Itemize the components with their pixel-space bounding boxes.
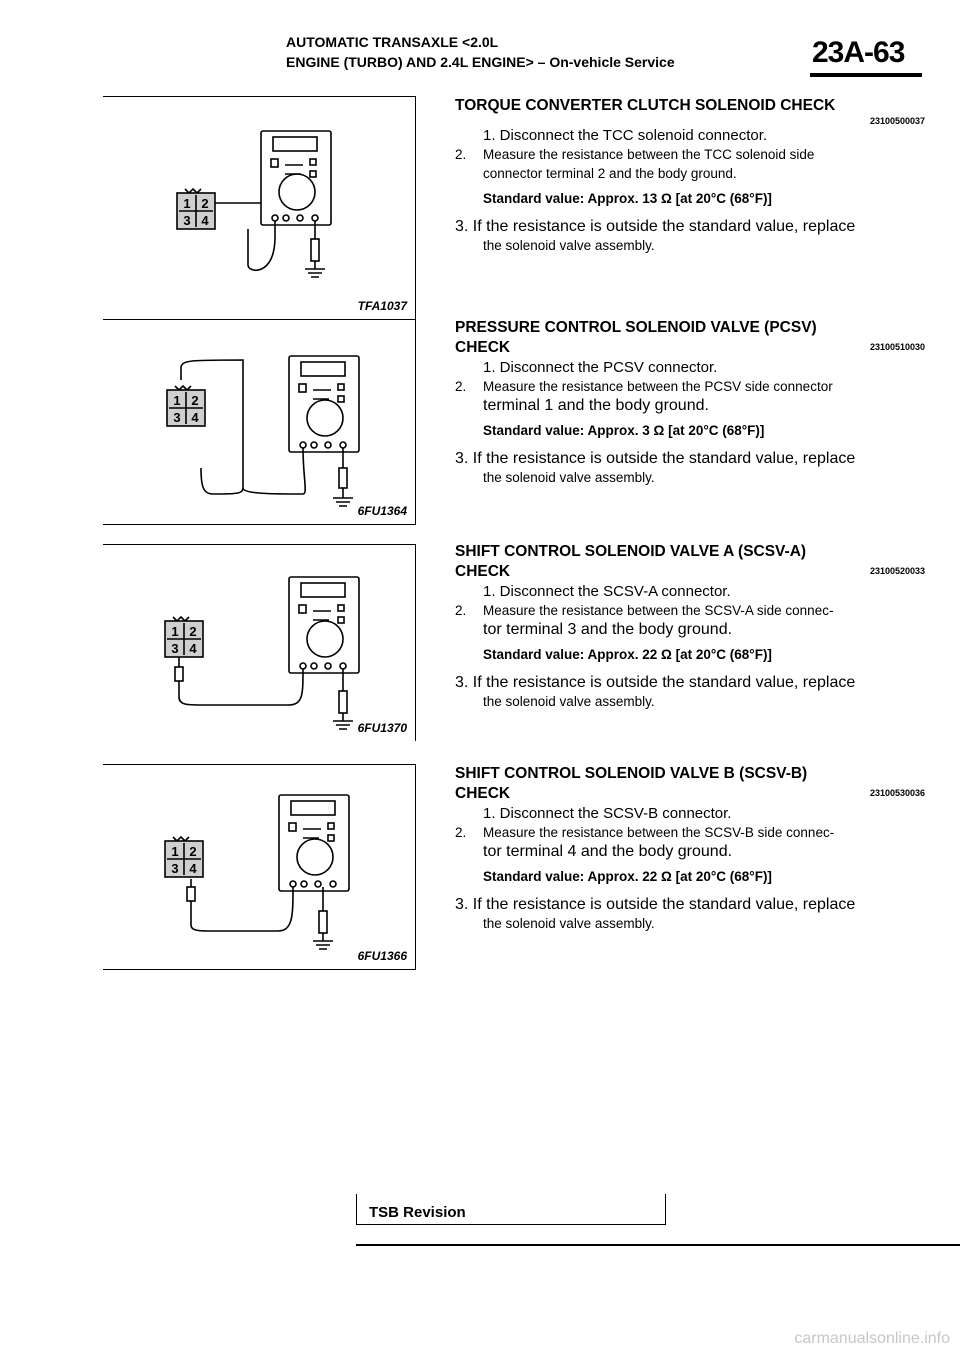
multimeter-diagram [103, 318, 415, 524]
step-3-cont: the solenoid valve assembly. [483, 238, 655, 253]
multimeter-diagram [103, 545, 415, 741]
pin-label: 1 [183, 196, 191, 211]
section-title: SHIFT CONTROL SOLENOID VALVE A (SCSV-A) [455, 543, 807, 560]
section-scsv-a [455, 542, 925, 711]
pin-label: 4 [189, 861, 197, 876]
pin-label: 3 [171, 641, 179, 656]
multimeter-diagram [103, 765, 415, 969]
pin-label: 4 [201, 213, 209, 228]
header-rule [810, 73, 922, 77]
section-code: 23100510030 [869, 342, 925, 352]
step-2: 2. Measure the resistance between the SCSV-B side connec- tor terminal 4 and the body ground. [455, 825, 835, 860]
pin-label: 1 [173, 393, 181, 408]
section-title: TORQUE CONVERTER CLUTCH SOLENOID CHECK [455, 97, 836, 114]
step-3: 3. If the resistance is outside the standard value, replace [455, 896, 856, 913]
multimeter-diagram [103, 97, 415, 319]
standard-value: Standard value: Approx. 3 Ω [at 20°C (68°F)] [483, 423, 765, 438]
figure-pcsv [103, 318, 416, 525]
section-code: 23100500037 [869, 116, 925, 126]
pin-label: 2 [201, 196, 209, 211]
figure-code: 6FU1366 [357, 949, 407, 963]
pin-label: 3 [171, 861, 179, 876]
step-3: 3. If the resistance is outside the standard value, replace [455, 450, 856, 467]
step-3-cont: the solenoid valve assembly. [483, 470, 655, 485]
footer-rule [356, 1244, 960, 1246]
figure-code: TFA1037 [357, 299, 407, 313]
header-line-1: AUTOMATIC TRANSAXLE <2.0L [286, 34, 499, 50]
step-3-cont: the solenoid valve assembly. [483, 916, 655, 931]
section-tcc [455, 96, 925, 255]
section-title: SHIFT CONTROL SOLENOID VALVE B (SCSV-B) [455, 765, 808, 782]
header-line-2: ENGINE (TURBO) AND 2.4L ENGINE> – On-vehicle Service [286, 54, 675, 70]
pin-label: 3 [183, 213, 191, 228]
section-pcsv [455, 318, 925, 487]
pin-label: 2 [189, 624, 197, 639]
figure-code: 6FU1370 [357, 721, 407, 735]
step-2: 2. Measure the resistance between the TCC solenoid side connector terminal 2 and the body ground. [455, 147, 815, 181]
section-title-line2: CHECK [455, 563, 511, 580]
step-1: 1. Disconnect the PCSV connector. [483, 359, 718, 376]
pin-label: 4 [191, 410, 199, 425]
step-3: 3. If the resistance is outside the standard value, replace [455, 218, 856, 235]
standard-value: Standard value: Approx. 22 Ω [at 20°C (68°F)] [483, 647, 772, 662]
tsb-revision-label: TSB Revision [369, 1204, 466, 1221]
section-title: PRESSURE CONTROL SOLENOID VALVE (PCSV) [455, 319, 817, 336]
section-title-line2: CHECK [455, 785, 511, 802]
watermark: carmanualsonline.info [794, 1330, 950, 1347]
step-2: 2. Measure the resistance between the PCSV side connector terminal 1 and the body ground. [455, 379, 833, 414]
figure-scsv-b [103, 764, 416, 970]
step-1: 1. Disconnect the SCSV-A connector. [483, 583, 731, 600]
page-number: 23A-63 [812, 36, 905, 69]
step-1: 1. Disconnect the TCC solenoid connector. [483, 127, 768, 144]
section-scsv-b [455, 764, 925, 933]
pin-label: 3 [173, 410, 181, 425]
step-3-cont: the solenoid valve assembly. [483, 694, 655, 709]
figure-code: 6FU1364 [357, 504, 407, 518]
pin-label: 2 [189, 844, 197, 859]
step-1: 1. Disconnect the SCSV-B connector. [483, 805, 732, 822]
standard-value: Standard value: Approx. 22 Ω [at 20°C (68°F)] [483, 869, 772, 884]
tsb-revision-box [356, 1194, 666, 1225]
pin-label: 4 [189, 641, 197, 656]
figure-tcc [103, 96, 416, 320]
section-code: 23100520033 [869, 566, 925, 576]
section-title-line2: CHECK [455, 339, 511, 356]
pin-label: 2 [191, 393, 199, 408]
figure-scsv-a [103, 544, 416, 741]
step-2: 2. Measure the resistance between the SCSV-A side connec- tor terminal 3 and the body ground. [455, 603, 834, 638]
pin-label: 1 [171, 844, 179, 859]
section-code: 23100530036 [869, 788, 925, 798]
standard-value: Standard value: Approx. 13 Ω [at 20°C (68°F)] [483, 191, 772, 206]
step-3: 3. If the resistance is outside the standard value, replace [455, 674, 856, 691]
pin-label: 1 [171, 624, 179, 639]
